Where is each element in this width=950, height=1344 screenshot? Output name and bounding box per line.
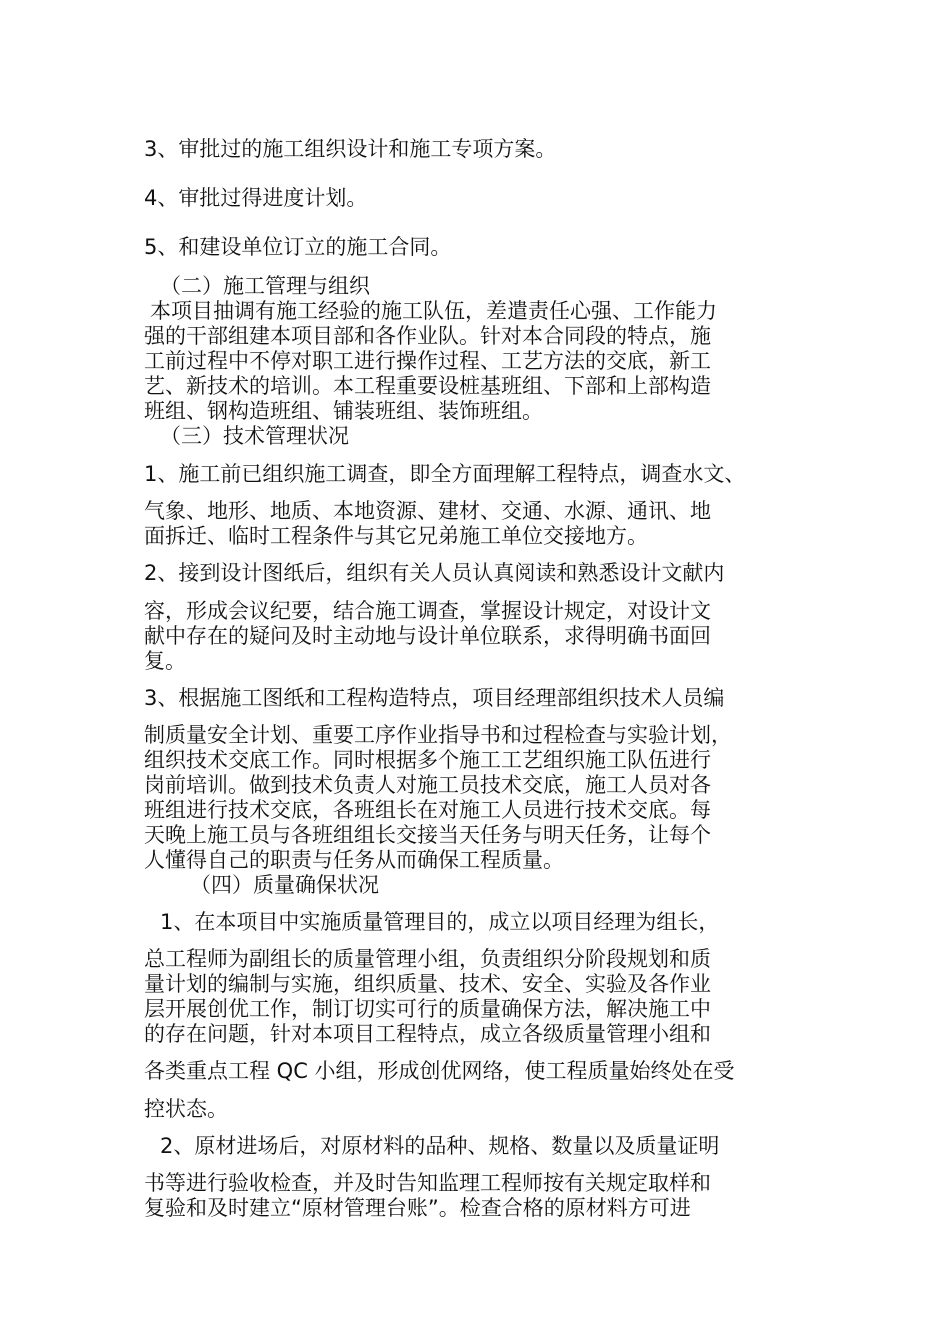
paragraph-line: 容，形成会议纪要，结合施工调查，掌握设计规定，对设计文 bbox=[144, 599, 711, 623]
paragraph-line: 班组进行技术交底，各班组长在对施工人员进行技术交底。每 bbox=[144, 798, 711, 822]
paragraph-line: 班组、钢构造班组、铺装班组、装饰班组。 bbox=[144, 399, 543, 423]
paragraph-line: 本项目抽调有施工经验的施工队伍，差遣责任心强、工作能力 bbox=[150, 299, 717, 323]
paragraph-line: 量计划的编制与实施，组织质量、技术、安全、实验及各作业 bbox=[144, 972, 711, 996]
paragraph-line: 献中存在的疑问及时主动地与设计单位联系，求得明确书面回 bbox=[144, 624, 711, 648]
paragraph-line: 控状态。 bbox=[144, 1097, 228, 1121]
paragraph-line: 艺、新技术的培训。本工程重要设桩基班组、下部和上部构造 bbox=[144, 374, 711, 398]
list-item-3: 3、审批过的施工组织设计和施工专项方案。 bbox=[144, 137, 557, 161]
paragraph-line: 工前过程中不停对职工进行操作过程、工艺方法的交底，新工 bbox=[144, 349, 711, 373]
paragraph-line: 复。 bbox=[144, 649, 186, 673]
paragraph-line: 的存在问题，针对本项目工程特点，成立各级质量管理小组和 bbox=[144, 1022, 711, 1046]
paragraph-line: 强的干部组建本项目部和各作业队。针对本合同段的特点，施 bbox=[144, 324, 711, 348]
paragraph-line: 各类重点工程 QC 小组，形成创优网络，使工程质量始终处在受 bbox=[144, 1059, 735, 1083]
paragraph-line: 2、接到设计图纸后，组织有关人员认真阅读和熟悉设计文献内 bbox=[144, 561, 725, 585]
section-heading-2: （二）施工管理与组织 bbox=[160, 274, 370, 298]
paragraph-line: 组织技术交底工作。同时根据多个施工工艺组织施工队伍进行 bbox=[144, 748, 711, 772]
paragraph-line: 1、在本项目中实施质量管理目的，成立以项目经理为组长， bbox=[160, 910, 720, 934]
paragraph-line: 总工程师为副组长的质量管理小组，负责组织分阶段规划和质 bbox=[144, 947, 711, 971]
list-item-5: 5、和建设单位订立的施工合同。 bbox=[144, 235, 452, 259]
section-heading-4: （四）质量确保状况 bbox=[190, 873, 379, 897]
paragraph-line: 天晚上施工员与各班组组长交接当天任务与明天任务，让每个 bbox=[144, 823, 711, 847]
paragraph-line: 复验和及时建立“原材管理台账”。检查合格的原材料方可进 bbox=[144, 1196, 691, 1220]
paragraph-line: 书等进行验收检查，并及时告知监理工程师按有关规定取样和 bbox=[144, 1171, 711, 1195]
list-item-4: 4、审批过得进度计划。 bbox=[144, 186, 368, 210]
paragraph-line: 面拆迁、临时工程条件与其它兄弟施工单位交接地方。 bbox=[144, 524, 648, 548]
paragraph-line: 层开展创优工作，制订切实可行的质量确保方法，解决施工中 bbox=[144, 997, 711, 1021]
section-heading-3: （三）技术管理状况 bbox=[160, 424, 349, 448]
paragraph-line: 气象、地形、地质、本地资源、建材、交通、水源、通讯、地 bbox=[144, 499, 711, 523]
paragraph-line: 制质量安全计划、重要工序作业指导书和过程检查与实验计划， bbox=[144, 723, 732, 747]
paragraph-line: 2、原材进场后，对原材料的品种、规格、数量以及质量证明 bbox=[160, 1134, 720, 1158]
paragraph-line: 1、施工前已组织施工调查，即全方面理解工程特点，调查水文、 bbox=[144, 462, 746, 486]
paragraph-line: 人懂得自己的职责与任务从而确保工程质量。 bbox=[144, 848, 564, 872]
paragraph-line: 3、根据施工图纸和工程构造特点，项目经理部组织技术人员编 bbox=[144, 686, 725, 710]
paragraph-line: 岗前培训。做到技术负责人对施工员技术交底，施工人员对各 bbox=[144, 773, 711, 797]
